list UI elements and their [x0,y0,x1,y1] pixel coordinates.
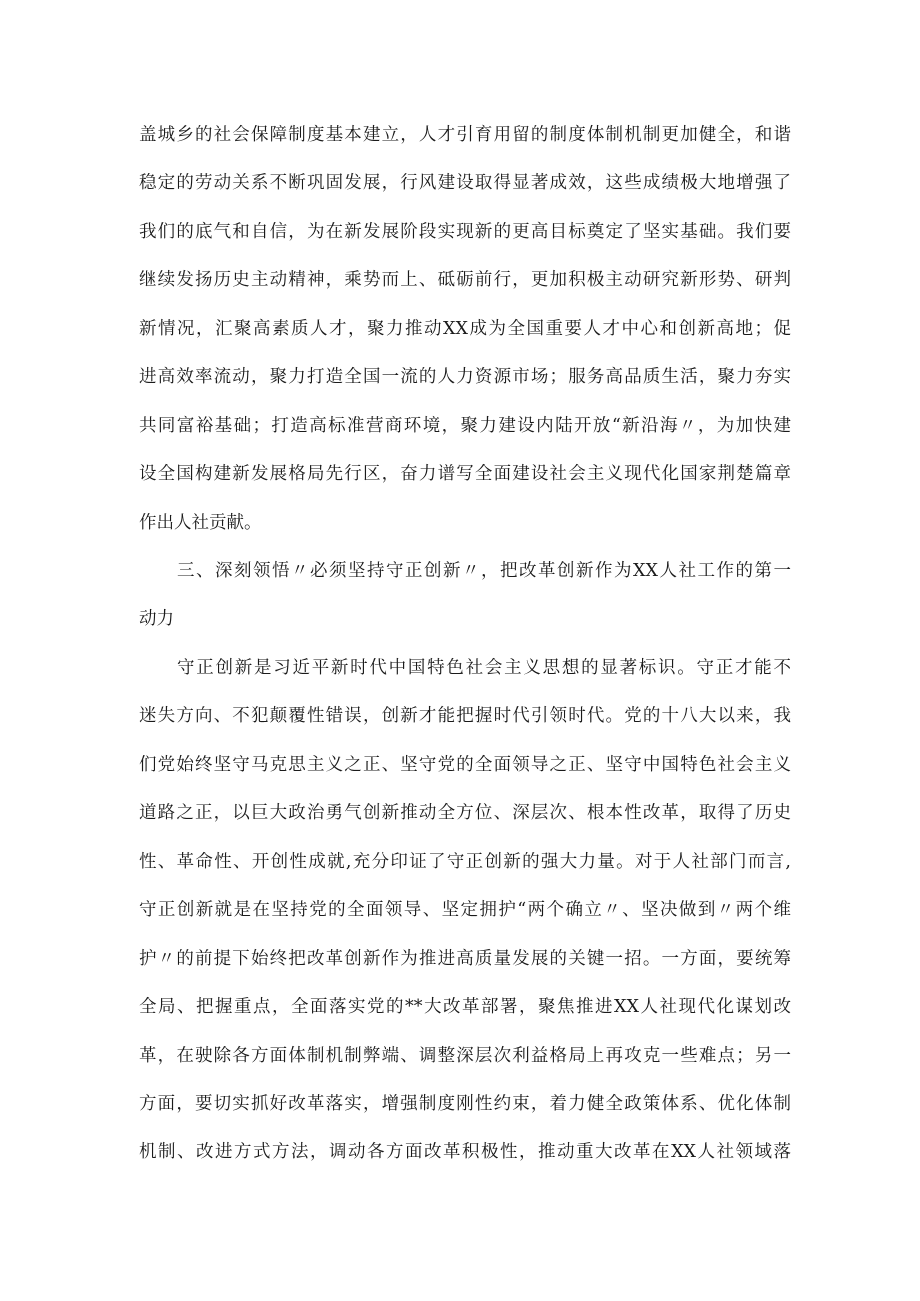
section-heading-line: 三、深刻领悟〃必须坚持守正创新〃，把改革创新作为XX人社工作的第一 [177,561,791,581]
paragraph-2-line: 全局、把握重点，全面落实党的**大改革部署，聚焦推进XX人社现代化谋划改 [139,997,791,1018]
section-heading-3 [139,547,791,644]
paragraph-1-line: 我们的底气和自信，为在新发展阶段实现新的更高目标奠定了坚实基础。我们要 [139,221,791,242]
paragraph-2-line: 方面，要切实抓好改革落实，增强制度刚性约束，着力健全政策体系、优化体制 [139,1093,791,1114]
paragraph-2-line: 守正创新就是在坚持党的全面领导、坚定拥护“两个确立〃、坚决做到〃两个维 [139,900,791,921]
paragraph-1-line: 盖城乡的社会保障制度基本建立，人才引育用留的制度体制机制更加健全，和谐 [139,125,791,145]
paragraph-1-line: 继续发扬历史主动精神，乘势而上、砥砺前行，更加积极主动研究新形势、研判 [139,270,791,291]
paragraph-2-line: 性、革命性、开创性成就,充分印证了守正创新的强大力量。对于人社部门而言, [139,851,791,872]
paragraph-1-line: 作出人社贡献。 [139,512,262,533]
paragraph-2-line: 机制、改进方式方法，调动各方面改革积极性，推动重大改革在XX人社领域落 [139,1142,791,1163]
paragraph-1 [139,111,791,547]
paragraph-2-line: 革，在驶除各方面体制机制弊端、调整深层次利益格局上再攻克一些难点；另一 [139,1045,791,1066]
paragraph-2-line: 迷失方向、不犯颠覆性错误，创新才能把握时代引领时代。党的十八大以来，我 [139,706,791,727]
paragraph-1-line: 新情况，汇聚高素质人才，聚力推动XX成为全国重要人才中心和创新高地；促 [139,318,791,339]
paragraph-1-line: 稳定的劳动关系不断巩固发展，行风建设取得显著成效，这些成绩极大地增强了 [139,173,791,194]
paragraph-1-line: 共同富裕基础；打造高标准营商环境，聚力建设内陆开放“新沿海〃，为加快建 [139,415,791,436]
paragraph-2-line: 守正创新是习近平新时代中国特色社会主义思想的显著标识。守正才能不 [177,658,791,678]
paragraph-2-line: 护〃的前提下始终把改革创新作为推进高质量发展的关键一招。一方面，要统筹 [139,948,791,969]
paragraph-1-line: 设全国构建新发展格局先行区，奋力谱写全面建设社会主义现代化国家荆楚篇章 [139,464,791,485]
section-heading-line: 动力 [139,609,174,630]
paragraph-2-line: 道路之正，以巨大政治勇气创新推动全方位、深层次、根本性改革，取得了历史 [139,803,791,824]
paragraph-2 [139,644,791,1177]
paragraph-2-line: 们党始终坚守马克思主义之正、坚守党的全面领导之正、坚守中国特色社会主义 [139,754,791,775]
paragraph-1-line: 进高效率流动，聚力打造全国一流的人力资源市场；服务高品质生活，聚力夯实 [139,367,791,388]
